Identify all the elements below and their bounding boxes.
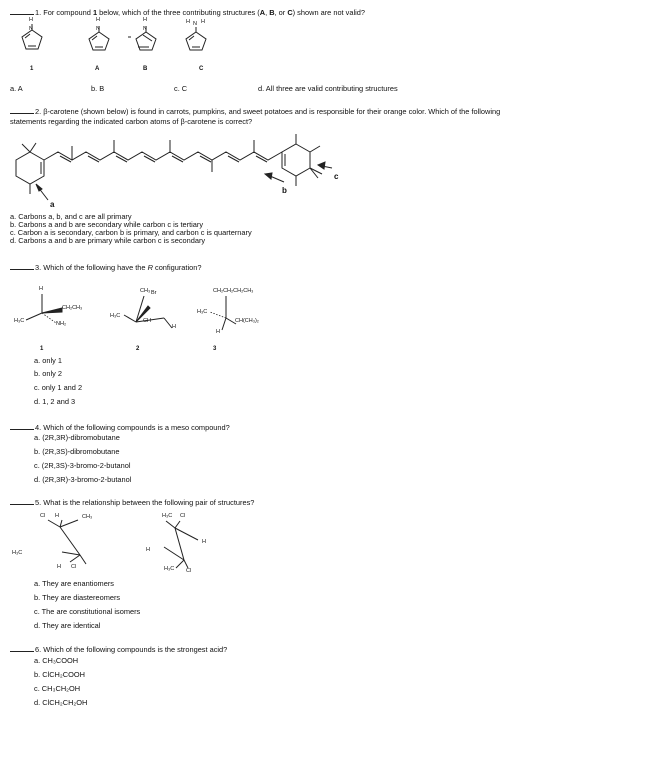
q3-m2-h3c: H₃C (110, 313, 121, 319)
q3-m2-br: Br (151, 290, 157, 296)
q1-sc-n: N (193, 21, 197, 27)
q1-sb-h: H (143, 17, 147, 23)
q1-sb-n: N (143, 26, 147, 32)
q5-l-cl-top: Cl (40, 513, 46, 519)
q3-m3-isopropyl: CH(CH₃)₂ (235, 318, 259, 324)
q5-choice-d[interactable]: d. They are identical (34, 621, 101, 630)
q6-choice-a[interactable]: a. CH₃COOH (34, 656, 79, 665)
q5-r-h-right: H (202, 539, 206, 545)
q5-l-h-top: H (55, 513, 59, 519)
q1-label-1: 1 (30, 66, 34, 72)
q5-l-h-bot: H (57, 564, 61, 570)
q4-choice-a[interactable]: a. (2R,3R)-dibromobutane (34, 433, 120, 442)
q1-sa-n: N (96, 26, 100, 32)
q1-label-a: A (95, 66, 100, 72)
q5-r-h3c-bot: H₃C (164, 566, 175, 572)
q6-choice-d[interactable]: d. ClCH₂CH₂OH (34, 698, 88, 707)
q6-choice-c[interactable]: c. CH₃CH₂OH (34, 684, 81, 693)
q3-m2-ch3: CH₃ (140, 288, 151, 294)
q1-sc-h-right: H (201, 19, 205, 25)
q4-choice-b[interactable]: b. (2R,3S)-dibromobutane (34, 447, 120, 456)
q4-choice-c[interactable]: c. (2R,3S)-3-bromo-2-butanol (34, 461, 131, 470)
q2-label-b: b (282, 186, 287, 195)
q3-m3-h3c: H₃C (197, 309, 208, 315)
q2-choice-a[interactable]: a. Carbons a, b, and c are all primary (10, 212, 132, 221)
q3-m3-h: H (216, 329, 220, 335)
q1-label-c: C (199, 66, 204, 72)
q3-question: 3. Which of the following have the R configuration? (10, 263, 201, 272)
q5-r-h-left: H (146, 547, 150, 553)
q3-label-2: 2 (136, 346, 140, 352)
q1-choice-c[interactable]: c. C (174, 84, 188, 93)
q3-m2-h: H (172, 324, 176, 330)
q5-choice-a[interactable]: a. They are enantiomers (34, 579, 114, 588)
q5-r-h3c-top: H₃C (162, 513, 173, 519)
q1-choice-d[interactable]: d. All three are valid contributing structures (258, 84, 398, 93)
q2-choice-b[interactable]: b. Carbons a and b are secondary while carbon c is tertiary (10, 220, 204, 229)
q6-answer-blank[interactable] (10, 645, 34, 652)
q5-l-h3c: H₃C (12, 550, 23, 556)
q1-choice-b[interactable]: b. B (91, 84, 105, 93)
q1-s1-h: H (29, 17, 33, 23)
q3-label-1: 1 (40, 346, 44, 352)
q5-r-cl-bot: Cl (186, 568, 192, 574)
q4-choice-d[interactable]: d. (2R,3R)-3-bromo-2-butanol (34, 475, 132, 484)
q5-r-cl-top: Cl (180, 513, 186, 519)
q2-choice-d[interactable]: d. Carbons a and b are primary while carbon c is secondary (10, 236, 206, 245)
q3-m1-nh2: NH₂ (56, 321, 67, 327)
q3-m1-ethyl: CH₂CH₃ (62, 305, 83, 311)
q6-choice-b[interactable]: b. ClCH₂COOH (34, 670, 85, 679)
q1-choice-a[interactable]: a. A (10, 84, 23, 93)
q2-choice-c[interactable]: c. Carbon a is secondary, carbon b is primary, and carbon c is quarternary (10, 228, 252, 237)
q3-choice-a[interactable]: a. only 1 (34, 356, 62, 365)
q1-sc-h-left: H (186, 19, 190, 25)
q3-m2-ch: CH (143, 318, 151, 324)
q1-question: 1. For compound 1 below, which of the three contributing structures (A, B, or C) shown are not valid? (10, 8, 365, 17)
q3-choice-b[interactable]: b. only 2 (34, 369, 62, 378)
q2-question-line2: statements regarding the indicated carbon atoms of β-carotene is correct? (10, 117, 253, 126)
q3-choice-c[interactable]: c. only 1 and 2 (34, 383, 83, 392)
q3-m3-butyl: CH₂CH₂CH₂CH₃ (213, 288, 254, 294)
q1-label-b: B (143, 66, 148, 72)
q3-m1-ch3: H₃C (14, 318, 25, 324)
q2-label-c: c (334, 172, 339, 181)
q5-l-cl-bot: Cl (71, 564, 77, 570)
q3-m1-h: H (39, 286, 43, 292)
q1-s1-n: N (29, 26, 33, 32)
q2-question-line1: 2. β-carotene (shown below) is found in carrots, pumpkins, and sweet potatoes and is responsible for their orange color. Which of the following (10, 107, 500, 116)
q5-choice-c[interactable]: c. The are constitutional isomers (34, 607, 141, 616)
q3-choice-d[interactable]: d. 1, 2 and 3 (34, 397, 76, 406)
q1-sa-h: H (96, 17, 100, 23)
q5-l-ch3: CH₃ (82, 514, 93, 520)
q3-label-3: 3 (213, 346, 217, 352)
q5-choice-b[interactable]: b. They are diastereomers (34, 593, 121, 602)
q2-label-a: a (50, 200, 55, 209)
q4-question: 4. Which of the following compounds is a meso compound? (10, 423, 230, 432)
q5-question: 5. What is the relationship between the following pair of structures? (10, 498, 254, 507)
q6-question: 6. Which of the following compounds is the strongest acid? (10, 645, 227, 654)
